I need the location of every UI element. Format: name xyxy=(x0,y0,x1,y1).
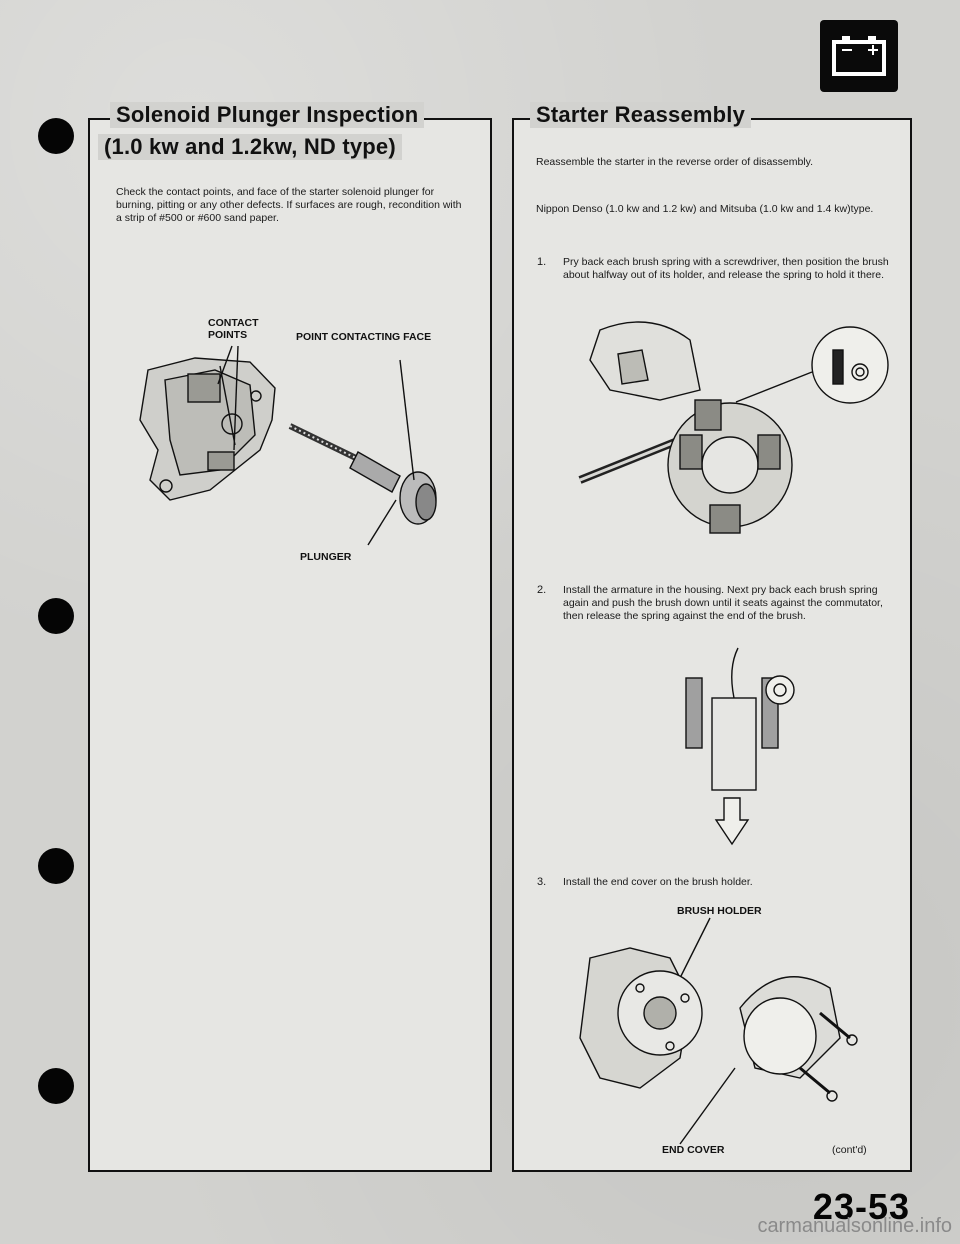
step-1-number: 1. xyxy=(537,256,547,268)
step-1-text: Pry back each brush spring with a screwdriver, then position the brush about halfway out of its holder, and release the spring to hold it there. xyxy=(563,256,889,281)
page-number: 23-53 xyxy=(812,1186,910,1227)
reassembly-note: Nippon Denso (1.0 kw and 1.2 kw) and Mitsuba (1.0 kw and 1.4 kw)type. xyxy=(536,203,874,215)
binder-hole-4 xyxy=(38,1068,74,1104)
brush-spring-pry-illustration xyxy=(530,310,890,560)
end-cover-install-illustration xyxy=(540,918,880,1148)
solenoid-instructions: Check the contact points, and face of the starter solenoid plunger for burning, pitting or any other defects. If surfaces are rough, recondition with a strip of #500 or #600 sand paper. xyxy=(116,186,462,224)
step-3-number: 3. xyxy=(537,876,547,888)
binder-hole-2 xyxy=(38,598,74,634)
binder-hole-3 xyxy=(38,848,74,884)
brush-release-illustration xyxy=(676,648,836,848)
reassembly-intro: Reassemble the starter in the reverse order of disassembly. xyxy=(536,156,814,168)
binder-hole-1 xyxy=(38,118,74,154)
watermark: carmanualsonline.info xyxy=(757,1215,952,1237)
plunger-label: PLUNGER xyxy=(300,551,352,563)
section-title-solenoid: Solenoid Plunger Inspection xyxy=(110,102,424,128)
solenoid-inspection-panel xyxy=(88,118,492,1172)
contact-points-label xyxy=(208,317,288,341)
step-2-number: 2. xyxy=(537,584,547,596)
section-title-reassembly: Starter Reassembly xyxy=(530,102,751,128)
brush-holder-label: BRUSH HOLDER xyxy=(677,905,762,917)
battery-icon xyxy=(820,20,898,92)
contact-points-label-line1: CONTACT xyxy=(208,317,259,329)
step-2-text: Install the armature in the housing. Next pry back each brush spring again and push the brush down until it seats against the commutator, then release the spring against the end of the brush. xyxy=(563,584,883,622)
solenoid-plunger-illustration xyxy=(100,340,500,600)
end-cover-label: END COVER xyxy=(662,1144,725,1156)
contact-points-label-line2: POINTS xyxy=(208,329,248,341)
section-subtitle-solenoid: (1.0 kw and 1.2kw, ND type) xyxy=(98,134,402,160)
point-contacting-face-label: POINT CONTACTING FACE xyxy=(296,331,432,343)
continued-note: (cont'd) xyxy=(832,1144,867,1156)
step-3-text: Install the end cover on the brush holder. xyxy=(563,876,753,888)
